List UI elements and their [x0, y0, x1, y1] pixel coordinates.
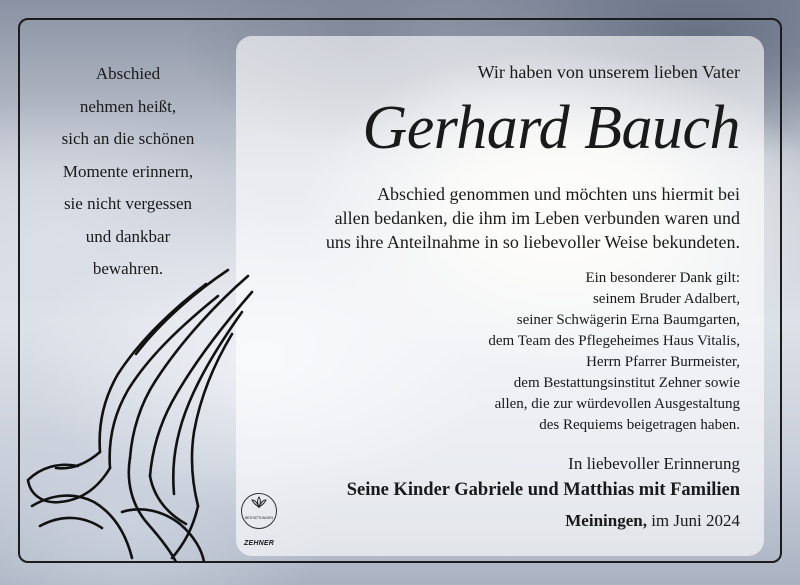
- place: Meiningen,: [565, 511, 647, 530]
- body-line: uns ihre Anteilnahme in so liebevoller Weise bekundeten.: [325, 232, 740, 252]
- thanks-line: seiner Schwägerin Erna Baumgarten,: [516, 312, 740, 328]
- thanks-line: dem Bestattungsinstitut Zehner sowie: [513, 375, 740, 391]
- poem: [30, 58, 226, 286]
- thanks-list: [488, 268, 740, 436]
- family-line: Seine Kinder Gabriele und Matthias mit Familien: [346, 480, 740, 500]
- deceased-name: Gerhard Bauch: [362, 94, 740, 162]
- logo-subtitle: BESTATTUNGEN: [245, 516, 273, 520]
- lotus-icon: [251, 496, 267, 508]
- poem-line: nehmen heißt,: [79, 96, 177, 116]
- thanks-line: Ein besonderer Dank gilt:: [585, 270, 740, 286]
- thanks-line: Herrn Pfarrer Burmeister,: [586, 354, 740, 370]
- poem-line: Abschied: [95, 64, 161, 83]
- thanks-line: des Requiems beigetragen haben.: [539, 417, 740, 433]
- body-line: allen bedanken, die ihm im Leben verbunden waren und: [334, 208, 740, 228]
- body-line: Abschied genommen und möchten uns hiermit bei: [377, 184, 740, 204]
- praying-hands-icon: [22, 262, 258, 562]
- logo-name: ZEHNER: [244, 540, 274, 547]
- poem-line: und dankbar: [85, 226, 171, 246]
- poem-line: sich an die schönen: [61, 129, 195, 148]
- intro-line: Wir haben von unserem lieben Vater: [477, 62, 740, 82]
- memory-line: In liebevoller Erinnerung: [568, 454, 740, 473]
- body-text: [326, 182, 740, 254]
- thanks-line: allen, die zur würdevollen Ausgestaltung: [494, 396, 740, 412]
- place-date: [565, 511, 740, 531]
- poem-line: Momente erinnern,: [62, 161, 194, 181]
- poem-line: sie nicht vergessen: [63, 194, 193, 213]
- poem-line: bewahren.: [92, 259, 164, 278]
- date: im Juni 2024: [651, 511, 740, 530]
- thanks-line: seinem Bruder Adalbert,: [592, 291, 740, 307]
- zehner-logo: [241, 493, 277, 547]
- thanks-line: dem Team des Pflegeheimes Haus Vitalis,: [488, 333, 740, 349]
